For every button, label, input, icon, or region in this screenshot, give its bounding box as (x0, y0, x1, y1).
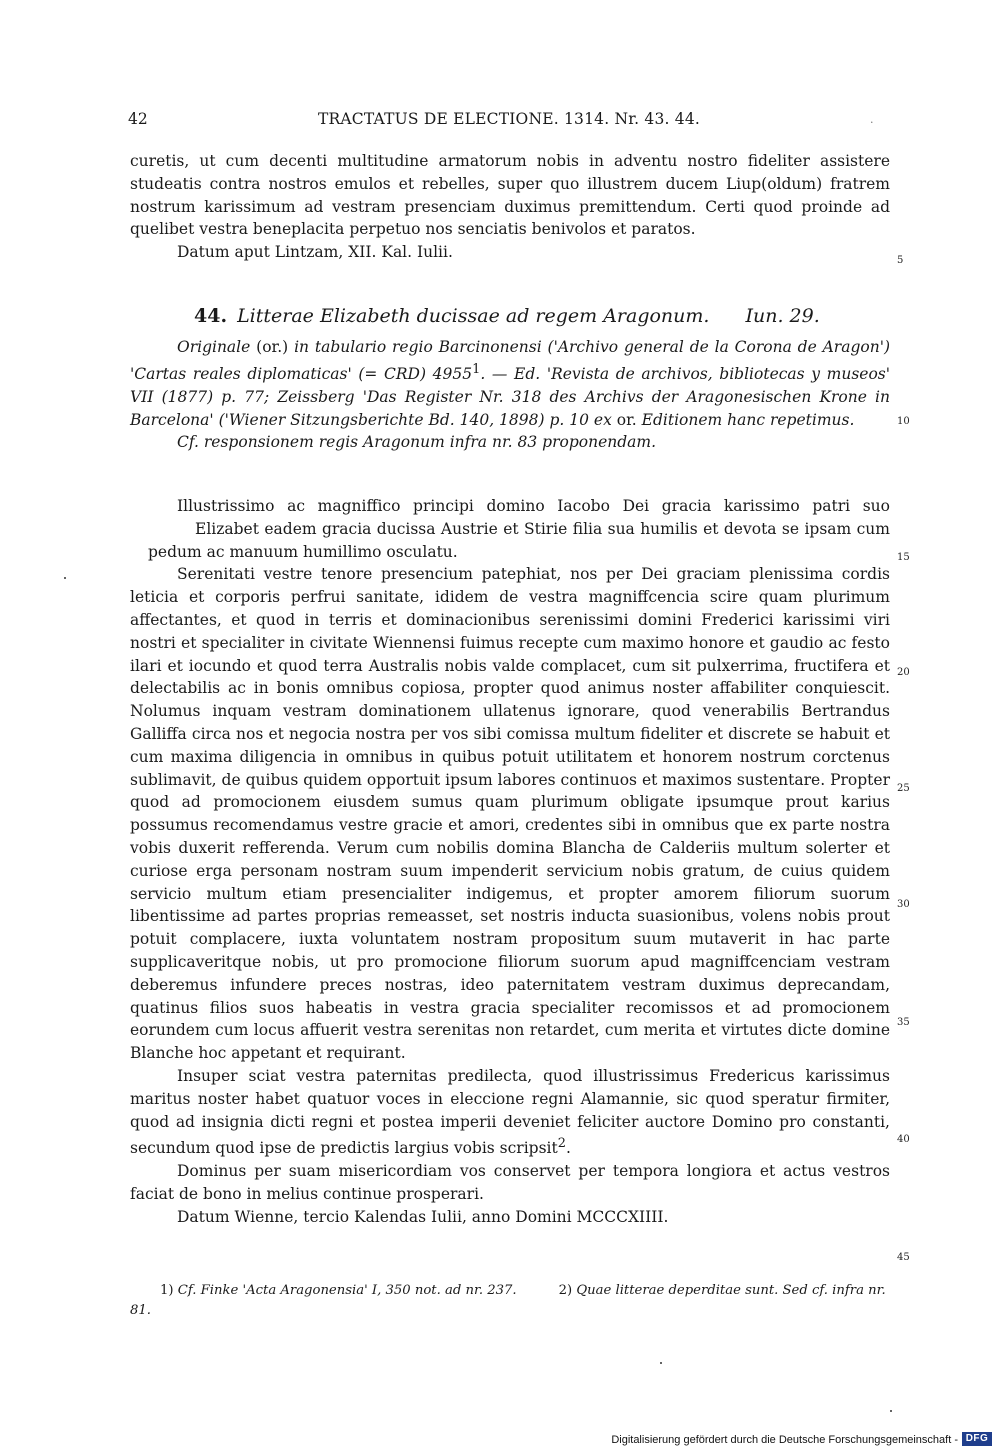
footnote-2-text: Quae litterae deperditae sunt. Sed cf. infra nr. 81. (130, 1283, 886, 1318)
line-number: 30 (897, 899, 910, 910)
digitization-footer (0, 1430, 1000, 1450)
footnote-ref-1: 1 (472, 361, 481, 377)
footnote-1 (130, 1281, 890, 1321)
funding-notice: Digitalisierung gefördert durch die Deutsche Forschungsgemeinschaft - (611, 1434, 958, 1446)
footnote-1-number: 1) (160, 1283, 174, 1298)
line-number: 45 (897, 1252, 910, 1263)
document-number: 44. (194, 305, 228, 327)
line-number: 20 (897, 667, 910, 678)
line-number: 25 (897, 783, 910, 794)
letter-paragraph-2: Insuper sciat vestra paternitas predilecta, quod illustrissimus Fredericus karissimus maritus noster habet quatuor voces in eleccione regni Alamannie, sic quod speratur firmiter, quod ad insignia dicti regni et postea imperii deveniet feliciter auctore Domino pro constanti, secundum quod ipse de predictis largius vobis scripsit$^2$. (130, 1066, 890, 1158)
document-date: Iun. 29. (745, 305, 820, 327)
source-prefix: Originale (177, 338, 251, 356)
line-number: 10 (897, 416, 910, 427)
source-or: (or.) (256, 338, 289, 356)
scan-mark: . (870, 113, 874, 126)
dfg-logo: DFG (962, 1432, 992, 1446)
letter-paragraph-2-text: Insuper sciat vestra paternitas predilecta, quod illustrissimus Fredericus karissimus maritus noster habet quatuor voces in eleccione regni Alamannie, sic quod speratur firmiter, quod ad insignia dicti regni et postea imperii deveniet feliciter auctore Domino pro constanti, secundum quod ipse de predictis largius vobis scripsit (130, 1066, 890, 1158)
footnote-1-text: Cf. Finke 'Acta Aragonensia' I, 350 not. ad nr. 237. (177, 1283, 517, 1298)
salutation (130, 495, 890, 563)
line-number: 15 (897, 552, 910, 563)
line-number: 40 (897, 1134, 910, 1145)
salutation-sender: Elizabet eadem gracia ducissa Austrie et Stirie filia sua humilis et devota se ipsam cum pedum ac manuum humillimo osculatu. (148, 519, 890, 561)
line-number: 35 (897, 1017, 910, 1028)
running-title: TRACTATUS DE ELECTIONE. 1314. Nr. 43. 44. (318, 110, 701, 128)
letter-text (130, 495, 890, 1229)
scan-speck (660, 1362, 662, 1364)
cross-reference: Cf. responsionem regis Aragonum infra nr. 83 proponendam. (177, 433, 657, 452)
scan-speck (890, 1410, 892, 1412)
scan-speck (64, 577, 66, 579)
source-end: Editionem hanc repetimus. (641, 410, 855, 429)
footnote-2-number: 2) (558, 1283, 573, 1298)
previous-document-paragraph: curetis, ut cum decenti multitudine armatorum nobis in adventu nostro fideliter assistere studeatis contra nostros emulos et rebelles, super quo illustrem ducem Liup(oldum) fratrem nostrum karissimum ad vestram presenciam duximus premittendum. Certi quod proinde ad quelibet vestra beneplacita perpetuo nos senciatis benivolos et paratos. (130, 152, 890, 239)
footnote-ref-2: 2 (557, 1136, 566, 1152)
document-heading (194, 305, 894, 327)
line-number: 5 (897, 255, 904, 266)
previous-document-ending (130, 150, 890, 264)
letter-paragraph-3: Dominus per suam misericordiam vos conservet per tempora longiora et actus vestros faciat de bono in melius continue prosperari. (130, 1162, 890, 1204)
source-apparatus (130, 336, 890, 454)
page-number: 42 (128, 110, 148, 128)
source-or-2: or. (616, 410, 637, 429)
letter-paragraph-1: Serenitati vestre tenore presencium patephiat, nos per Dei graciam plenissima cordis leticia et corporis perfrui sanitate, ididem de vestra magniffcencia scire quam plurimum affectantes, et quod in terris et dominacionibus serenissimi domini Frederici karissimi viri nostri et specialiter in civitate Wiennensi fuimus recepte cum maximo honore et gaudio ac festo ilari et iocundo et quod terra Australis nobis valde complacet, cum sit pulxerrima, fructifera et delectabilis ac in bonis omnibus copiosa, propter quod animus noster affabiliter conquiescit. Nolumus inquam vestram dominationem ullatenus ignorare, quod venerabilis Bertrandus Galliffa circa nos et negocia nostra per vos sibi comissa multum fideliter et discrete se habuit et cum maxima diligencia in omnibus in quibus potuit utilitatem et honorem nostrum corctenus sublimavit, de quibus quidem opportuit ipsum labores continuos et maximos sustentare. Propter quod ad promocionem eiusdem sumus quam plurimum obligate ipsumque prout karius possumus recomendamus vestre gracie et amori, credentes sibi in omnibus que ex parte nostra vobis duxerit refferenda. Verum cum nobilis domina Blancha de Calderiis multum solerter et curiose erga personam nostram suum impenderit servicium nobis gratum, de cuius quidem servicio multum etiam presencialiter indigemus, et propter amorem filiorum suorum libentissime ad partes proprias remeasset, set nostris inducta suasionibus, volens nobis prout potuit complacere, iuxta voluntatem nostram propositum suum mutaverit in hac parte supplicaveritque nobis, ut pro promocione filiorum suorum apud magniffcenciam vestram deberemus infundere preces nostras, ideo paternitatem vestram duximus deprecandam, quatinus filios suos habeatis in vestra gracia specialiter recomissos et ad promocionem eorundem cum locus affuerit vestra serenitas non retardet, cum merita et virtutes dicte domine Blanche hoc appetant et requirant. (130, 565, 890, 1063)
document-title: Litterae Elizabeth ducissae ad regem Aragonum. (237, 305, 710, 327)
salutation-addressee: Illustrissimo ac magniffico principi domino Iacobo Dei gracia karissimo patri suo (177, 497, 890, 515)
letter-datum: Datum Wienne, tercio Kalendas Iulii, anno Domini MCCCXIIII. (177, 1207, 669, 1226)
source-note (130, 336, 890, 431)
source-editions: . — Ed. 'Revista de archivos, bibliotecas y museos' VII (1877) p. 77; Zeissberg 'Das Register Nr. 318 des Archivs der Aragonesischen Krone in Barcelona' ('Wiener Sitzungsberichte Bd. 140, 1898) p. 10 ex (130, 364, 890, 429)
running-header (128, 110, 888, 132)
footnotes (130, 1281, 890, 1321)
previous-document-datum: Datum aput Lintzam, XII. Kal. Iulii. (177, 243, 453, 262)
source-text: in tabulario regio Barcinonensi ('Archivo general de la Corona de Aragon') 'Cartas reales diplomaticas' (= CRD) 4955 (130, 338, 891, 383)
